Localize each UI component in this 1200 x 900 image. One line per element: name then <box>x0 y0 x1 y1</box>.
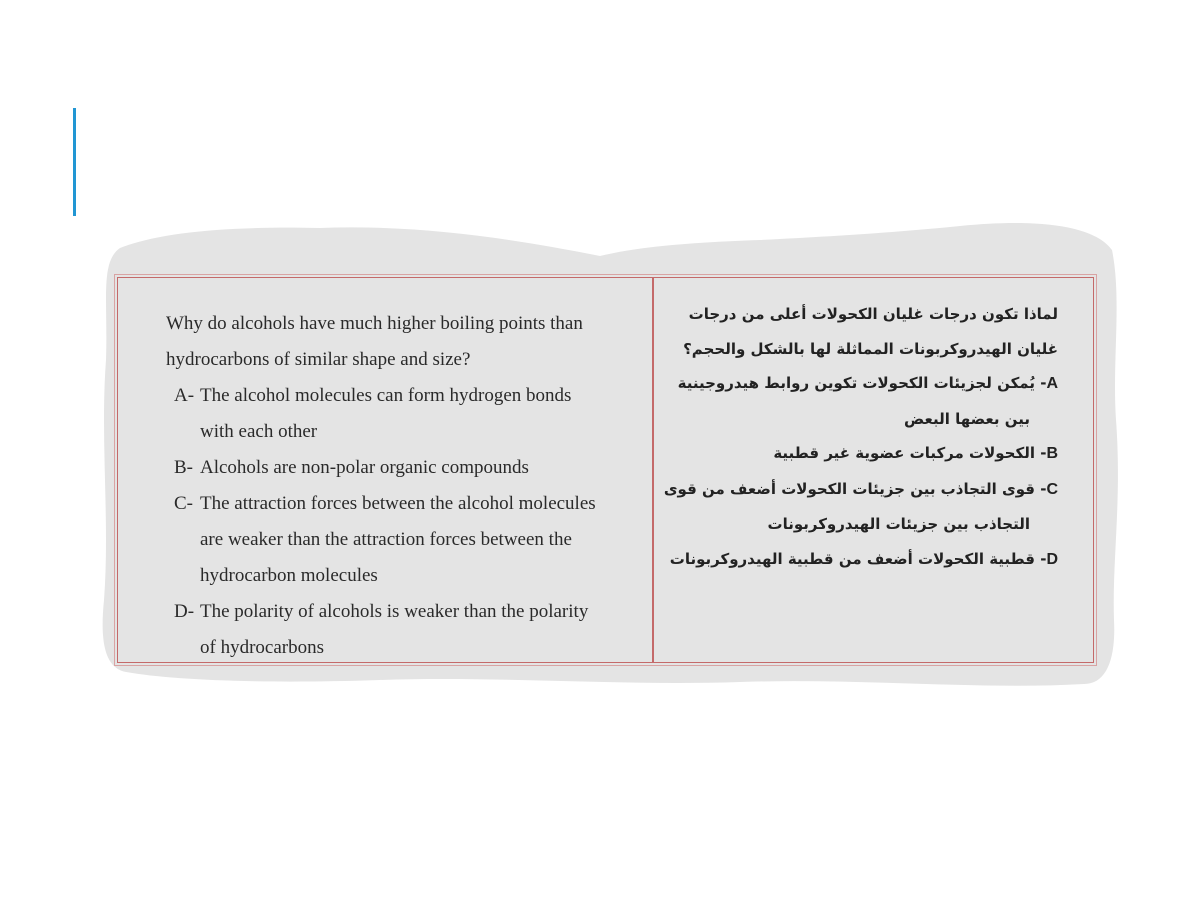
bilingual-question-box <box>117 277 1094 663</box>
option-text: The polarity of alcohols is weaker than the polarity <box>200 601 589 622</box>
option-text: The attraction forces between the alcohol molecules <box>200 493 596 514</box>
option-letter: A- <box>174 385 195 406</box>
arabic-option-c[interactable] <box>664 472 1058 508</box>
option-text: The alcohol molecules can form hydrogen bonds <box>200 385 572 406</box>
option-b[interactable] <box>166 450 642 486</box>
option-c[interactable] <box>166 486 642 522</box>
arabic-column <box>654 278 1093 662</box>
option-text: Alcohols are non-polar organic compounds <box>200 457 529 478</box>
arabic-question-line: غليان الهيدروكربونات المماثلة لها بالشكل والحجم؟ <box>683 339 1058 358</box>
option-text-continued: with each other <box>200 421 318 442</box>
option-text: - قطبية الكحولات أضعف من قطبية الهيدروكربونات <box>669 549 1047 568</box>
option-letter: B- <box>174 457 193 478</box>
option-text: - يُمكن لجزيئات الكحولات تكوين روابط هيدروجينية <box>677 374 1047 392</box>
option-letter: B <box>1046 445 1058 462</box>
arabic-option-a[interactable] <box>664 366 1058 402</box>
option-text-continued: بين بعضها البعض <box>904 409 1030 428</box>
option-text-continued: are weaker than the attraction forces between the <box>200 529 572 550</box>
option-d[interactable] <box>166 594 642 630</box>
option-text-continued: of hydrocarbons <box>200 637 324 658</box>
question-line: Why do alcohols have much higher boiling points than <box>166 313 583 334</box>
option-a[interactable] <box>166 378 642 414</box>
arabic-option-b[interactable] <box>664 436 1058 472</box>
option-text: - الكحولات مركبات عضوية غير قطبية <box>773 444 1047 462</box>
option-text-continued: hydrocarbon molecules <box>200 565 378 586</box>
option-text: - قوى التجاذب بين جزيئات الكحولات أضعف من قوى <box>663 479 1047 498</box>
option-letter: A <box>1046 375 1058 392</box>
option-text-continued: التجاذب بين جزيئات الهيدروكربونات <box>767 515 1030 533</box>
option-letter: D <box>1046 550 1058 568</box>
question-line: hydrocarbons of similar shape and size? <box>166 349 471 370</box>
option-letter: D- <box>174 601 195 622</box>
option-letter: C <box>1046 480 1058 498</box>
arabic-question-line: لماذا تكون درجات غليان الكحولات أعلى من درجات <box>688 305 1058 323</box>
arabic-option-d[interactable] <box>664 542 1058 578</box>
option-letter: C- <box>174 493 193 514</box>
english-column <box>118 278 654 662</box>
